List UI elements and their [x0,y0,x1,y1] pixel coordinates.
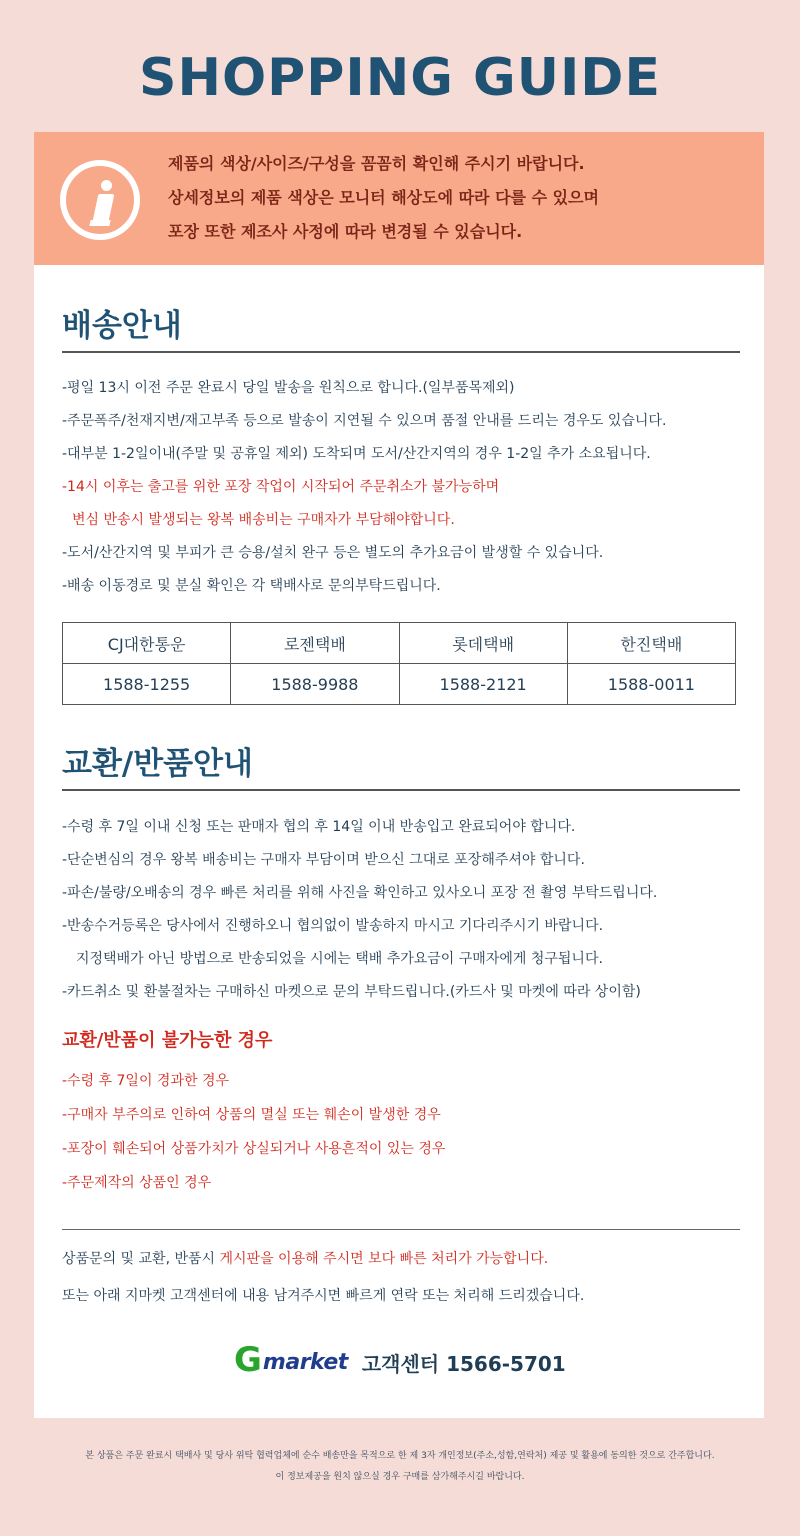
courier-name: CJ대한통운 [63,623,231,664]
contact-line-text: 상품문의 및 교환, 반품시 [62,1251,220,1267]
shipping-line: -평일 13시 이전 주문 완료시 당일 발송을 원칙으로 합니다.(일부품목제외) [62,380,515,396]
contact-info [62,1248,584,1322]
footer-note: 이 정보제공을 원치 않으실 경우 구매를 삼가해주시길 바랍니다. [275,1472,525,1482]
customer-center-number: 고객센터 1566-5701 [361,1351,566,1376]
exchange-line: -카드취소 및 환불절차는 구매하신 마켓으로 문의 부탁드립니다.(카드사 및 마켓에 따라 상이함) [62,984,641,1000]
notice-line: 제품의 색상/사이즈/구성을 꼼꼼히 확인해 주시기 바랍니다. [168,154,585,173]
not-allowed-heading: 교환/반품이 불가능한 경우 [62,1030,273,1051]
courier-name: 로젠택배 [231,623,399,664]
not-allowed-lines [62,1070,445,1206]
footer-note: 본 상품은 주문 완료시 택배사 및 당사 위탁 협력업체에 순수 배송만을 목적으로 한 제 3자 개인정보(주소,성함,연락처) 제공 및 활용에 동의한 것으로 간주합니다. [85,1451,715,1461]
shipping-heading: 배송안내 [62,308,182,344]
shipping-line: -배송 이동경로 및 분실 확인은 각 택배사로 문의부탁드립니다. [62,578,441,594]
courier-phone: 1588-2121 [399,664,567,705]
courier-table [62,622,736,705]
gmarket-logo-g: G [234,1340,262,1380]
exchange-divider [62,789,740,791]
guide-card [34,132,764,1418]
notice-text [168,152,599,254]
courier-name: 한진택배 [567,623,735,664]
shipping-line-warning: 변심 반송시 발생되는 왕복 배송비는 구매자가 부담해야합니다. [72,512,455,528]
info-icon [60,160,140,240]
notice-line: 포장 또한 제조사 사정에 따라 변경될 수 있습니다. [168,222,523,241]
shipping-line: -대부분 1-2일이내(주말 및 공휴일 제외) 도착되며 도서/산간지역의 경우 1-2일 추가 소요됩니다. [62,446,651,462]
courier-name: 롯데택배 [399,623,567,664]
not-allowed-line: -수령 후 7일이 경과한 경우 [62,1073,229,1089]
courier-phone: 1588-1255 [63,664,231,705]
exchange-line: -단순변심의 경우 왕복 배송비는 구매자 부담이며 받으신 그대로 포장해주셔야 합니다. [62,852,585,868]
contact-line: 또는 아래 지마켓 고객센터에 내용 남겨주시면 빠르게 연락 또는 처리해 드리겠습니다. [62,1288,585,1304]
shipping-lines [62,377,666,608]
gmarket-logo-word: market [262,1349,348,1375]
exchange-line: -반송수거등록은 당사에서 진행하오니 협의없이 발송하지 마시고 기다리주시기 바랍니다. [62,918,604,934]
courier-phone: 1588-9988 [231,664,399,705]
courier-name-row [63,623,736,664]
shipping-line: -주문폭주/천재지변/재고부족 등으로 발송이 지연될 수 있으며 품절 안내를 드리는 경우도 있습니다. [62,413,667,429]
exchange-line: 지정택배가 아닌 방법으로 반송되었을 시에는 택배 추가요금이 구매자에게 청구됩니다. [76,951,603,967]
contact-line [62,1248,584,1285]
contact-divider [62,1229,740,1230]
gmarket-brand [234,1340,566,1380]
exchange-line: -파손/불량/오배송의 경우 빠른 처리를 위해 사진을 확인하고 있사오니 포장 전 촬영 부탁드립니다. [62,885,658,901]
courier-phone: 1588-0011 [567,664,735,705]
contact-highlight: 게시판을 이용해 주시면 보다 빠른 처리가 가능합니다. [219,1251,549,1267]
exchange-lines [62,816,657,1014]
shipping-line: -도서/산간지역 및 부피가 큰 승용/설치 완구 등은 별도의 추가요금이 발생할 수 있습니다. [62,545,604,561]
page-title: SHOPPING GUIDE [139,48,661,108]
not-allowed-line: -주문제작의 상품인 경우 [62,1175,212,1191]
notice-line: 상세정보의 제품 색상은 모니터 해상도에 따라 다를 수 있으며 [168,188,599,207]
exchange-heading: 교환/반품안내 [62,746,253,782]
shipping-line-warning: -14시 이후는 출고를 위한 포장 작업이 시작되어 주문취소가 불가능하며 [62,479,500,495]
not-allowed-line: -포장이 훼손되어 상품가치가 상실되거나 사용흔적이 있는 경우 [62,1141,446,1157]
exchange-line: -수령 후 7일 이내 신청 또는 판매자 협의 후 14일 이내 반송입고 완료되어야 합니다. [62,819,576,835]
not-allowed-line: -구매자 부주의로 인하여 상품의 멸실 또는 훼손이 발생한 경우 [62,1107,441,1123]
shipping-divider [62,351,740,353]
courier-phone-row [63,664,736,705]
notice-banner [34,132,764,265]
